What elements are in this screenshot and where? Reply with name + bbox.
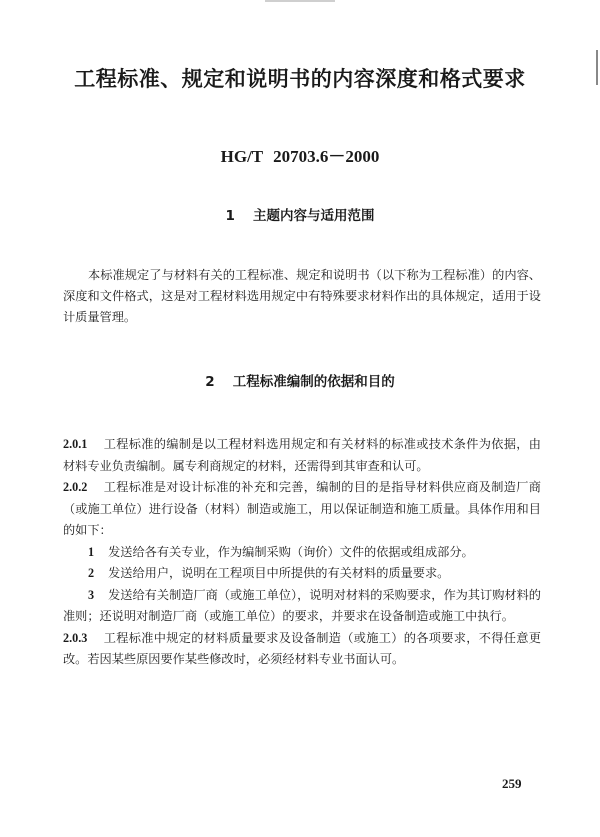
item-number: 3 — [88, 587, 95, 602]
page-number: 259 — [502, 776, 522, 791]
clause-number: 2.0.2 — [63, 480, 88, 494]
document-title: 工程标准、规定和说明书的内容深度和格式要求 — [74, 67, 526, 91]
list-item — [63, 585, 541, 628]
clause-2-0-2 — [63, 477, 541, 542]
section-title: 主题内容与适用范围 — [252, 208, 375, 224]
clause-number: 2.0.1 — [63, 437, 88, 451]
item-number: 1 — [88, 544, 95, 559]
clauses-block — [63, 434, 541, 671]
list-item — [63, 542, 541, 564]
item-text: 发送给用户，说明在工程项目中所提供的有关材料的质量要求。 — [108, 566, 450, 580]
clause-2-0-1 — [63, 434, 541, 477]
clause-number: 2.0.3 — [63, 630, 88, 645]
intro-paragraph: 本标准规定了与材料有关的工程标准、规定和说明书（以下称为工程标准）的内容、深度和文件格式，这是对工程材料选用规定中有特殊要求材料作出的具体规定，适用于设计质量管理。 — [63, 268, 541, 324]
scan-artifact — [265, 0, 335, 2]
standard-code: HG/T 20703.6－2000 — [220, 147, 380, 166]
clause-text: 工程标准是对设计标准的补充和完善，编制的目的是指导材料供应商及制造厂商（或施工单位）进行设备（材料）制造或施工，用以保证制造和施工质量。具体作用和目的如下： — [63, 480, 541, 537]
section-number: 2 — [205, 374, 215, 390]
section-title: 工程标准编制的依据和目的 — [232, 374, 395, 390]
section-heading-1 — [0, 204, 600, 224]
clause-text: 工程标准的编制是以工程材料选用规定和有关材料的标准或技术条件为依据，由材料专业负责编制。属专利商规定的材料，还需得到其审查和认可。 — [63, 437, 541, 473]
item-text: 发送给有关制造厂商（或施工单位），说明对材料的采购要求，作为其订购材料的准则；还说明对制造厂商（或施工单位）的要求，并要求在设备制造或施工中执行。 — [63, 587, 541, 623]
clause-2-0-3 — [63, 628, 541, 671]
clause-text: 工程标准中规定的材料质量要求及设备制造（或施工）的各项要求，不得任意更改。若因某些原因要作某些修改时，必须经材料专业书面认可。 — [63, 630, 541, 666]
list-item — [63, 563, 541, 585]
item-text: 发送给各有关专业，作为编制采购（询价）文件的依据或组成部分。 — [108, 544, 474, 559]
item-number: 2 — [88, 566, 95, 580]
section-heading-2 — [0, 370, 600, 390]
section-number: 1 — [225, 208, 235, 224]
